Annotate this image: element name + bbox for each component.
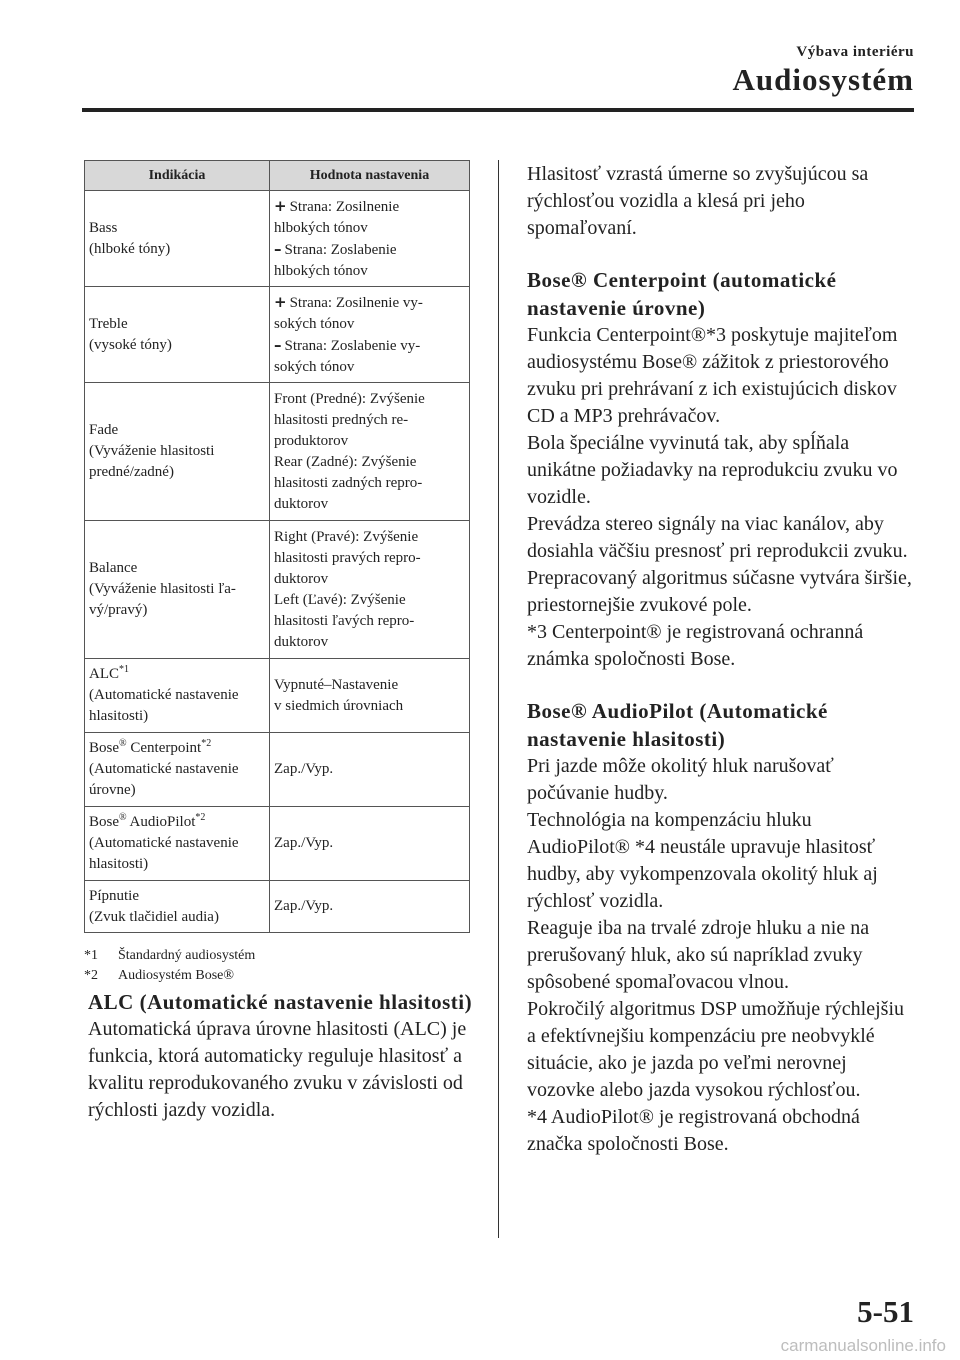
paragraph: Prevádza stereo signály na viac kanálov, aby dosiahla väčšiu presnosť pri reprodukcii zvuku. xyxy=(527,513,908,562)
column-header-value: Hodnota nastavenia xyxy=(270,161,470,191)
value-cell: Zap./Vyp. xyxy=(270,733,470,807)
table-row xyxy=(85,659,470,733)
indication-cell: Fade (Vyváženie hlasitosti predné/zadné) xyxy=(85,383,270,521)
table-header-row xyxy=(85,161,470,191)
section-subtitle: Výbava interiéru xyxy=(796,44,914,60)
table-row xyxy=(85,733,470,807)
paragraph: Prepracovaný algoritmus súčasne vytvára širšie, priestornejšie zvukové pole. xyxy=(527,567,912,616)
minus-icon: – xyxy=(274,239,282,258)
value-cell: + Strana: Zosilnenie hlbokých tónov – Strana: Zoslabenie hlbokých tónov xyxy=(270,191,470,287)
alc-heading: ALC (Automatické nastavenie hlasitosti) xyxy=(88,990,473,1014)
column-divider xyxy=(498,160,499,1238)
trademark-note: *4 AudioPilot® je registrovaná obchodná značka spoločnosti Bose. xyxy=(527,1106,860,1155)
page-number: 5-51 xyxy=(857,1294,914,1329)
table-row xyxy=(85,383,470,521)
watermark: carmanualsonline.info xyxy=(780,1336,946,1355)
indication-cell: ALC$^{*1}$ (Automatické nastavenie hlasitosti) xyxy=(85,659,270,733)
value-cell: Vypnuté–Nastavenie v siedmich úrovniach xyxy=(270,659,470,733)
column-header-indication: Indikácia xyxy=(85,161,270,191)
trademark-note: *3 Centerpoint® je registrovaná ochranná známka spoločnosti Bose. xyxy=(527,621,864,670)
plus-icon: + xyxy=(274,196,287,215)
indication-cell: Bose® Centerpoint$^{*2}$ (Automatické nastavenie úrovne) xyxy=(85,733,270,807)
value-cell: + Strana: Zosilnenie vy- sokých tónov – Strana: Zoslabenie vy- sokých tónov xyxy=(270,287,470,383)
table-row xyxy=(85,191,470,287)
right-column xyxy=(527,161,917,1158)
indication-cell: Bose® AudioPilot$^{*2}$ (Automatické nastavenie hlasitosti) xyxy=(85,807,270,881)
indication-cell: Treble (vysoké tóny) xyxy=(85,287,270,383)
footnote: *2 Audiosystém Bose® xyxy=(84,968,235,983)
paragraph: Bola špeciálne vyvinutá tak, aby spĺňala unikátne požiadavky na reprodukciu zvuku vo vozidle. xyxy=(527,432,898,508)
table-row xyxy=(85,807,470,881)
plus-icon: + xyxy=(274,292,287,311)
alc-section xyxy=(88,988,478,1124)
indication-cell: Pípnutie (Zvuk tlačidiel audia) xyxy=(85,881,270,933)
footnotes xyxy=(84,946,474,986)
audiopilot-heading: Bose® AudioPilot (Automatické nastavenie hlasitosti) xyxy=(527,699,828,751)
centerpoint-heading: Bose® Centerpoint (automatické nastavenie úrovne) xyxy=(527,268,837,320)
value-cell: Zap./Vyp. xyxy=(270,881,470,933)
paragraph: Pokročilý algoritmus DSP umožňuje rýchlejšiu a efektívnejšiu kompenzáciu pre neobvyklé situácie, ako je jazda po veľmi nerovnej vozovke alebo jazda vysokou rýchlosťou. xyxy=(527,998,905,1101)
minus-icon: – xyxy=(274,335,282,354)
table-row xyxy=(85,287,470,383)
paragraph: Pri jazde môže okolitý hluk narušovať počúvanie hudby. xyxy=(527,755,834,804)
value-cell: Front (Predné): Zvýšenie hlasitosti predných re- produktorov Rear (Zadné): Zvýšenie hlasitosti zadných repro- duktorov xyxy=(270,383,470,521)
paragraph: Technológia na kompenzáciu hluku AudioPilot® *4 neustále upravuje hlasitosť hudby, aby vykompenzovala okolitý hluk aj rýchlosť vozidla. xyxy=(527,809,878,912)
header-rule xyxy=(82,108,914,112)
value-cell: Zap./Vyp. xyxy=(270,807,470,881)
table-row xyxy=(85,521,470,659)
footnote: *1 Štandardný audiosystém xyxy=(84,948,256,963)
indication-cell: Bass (hlboké tóny) xyxy=(85,191,270,287)
value-cell: Right (Pravé): Zvýšenie hlasitosti pravých repro- duktorov Left (Ľavé): Zvýšenie hlasitosti ľavých repro- duktorov xyxy=(270,521,470,659)
alc-body: Automatická úprava úrovne hlasitosti (ALC) je funkcia, ktorá automaticky reguluje hlasitosť a kvalitu reprodukovaného zvuku v závislosti od rýchlosti jazdy vozidla. xyxy=(88,1018,467,1121)
paragraph: Reaguje iba na trvalé zdroje hluku a nie na prerušovaný hluk, ako sú napríklad zvuky spôsobené spomaľovacou vlnou. xyxy=(527,917,870,993)
settings-table xyxy=(84,160,470,933)
paragraph: Funkcia Centerpoint®*3 poskytuje majiteľom audiosystému Bose® zážitok z priestorového zvuku pri prehrávaní z ich existujúcich diskov CD a MP3 prehrávačov. xyxy=(527,324,898,427)
table-row xyxy=(85,881,470,933)
intro-paragraph: Hlasitosť vzrastá úmerne so zvyšujúcou sa rýchlosťou vozidla a klesá pri jeho spomaľovaní. xyxy=(527,163,869,239)
page-title: Audiosystém xyxy=(732,62,914,97)
indication-cell: Balance (Vyváženie hlasitosti ľa- vý/pravý) xyxy=(85,521,270,659)
